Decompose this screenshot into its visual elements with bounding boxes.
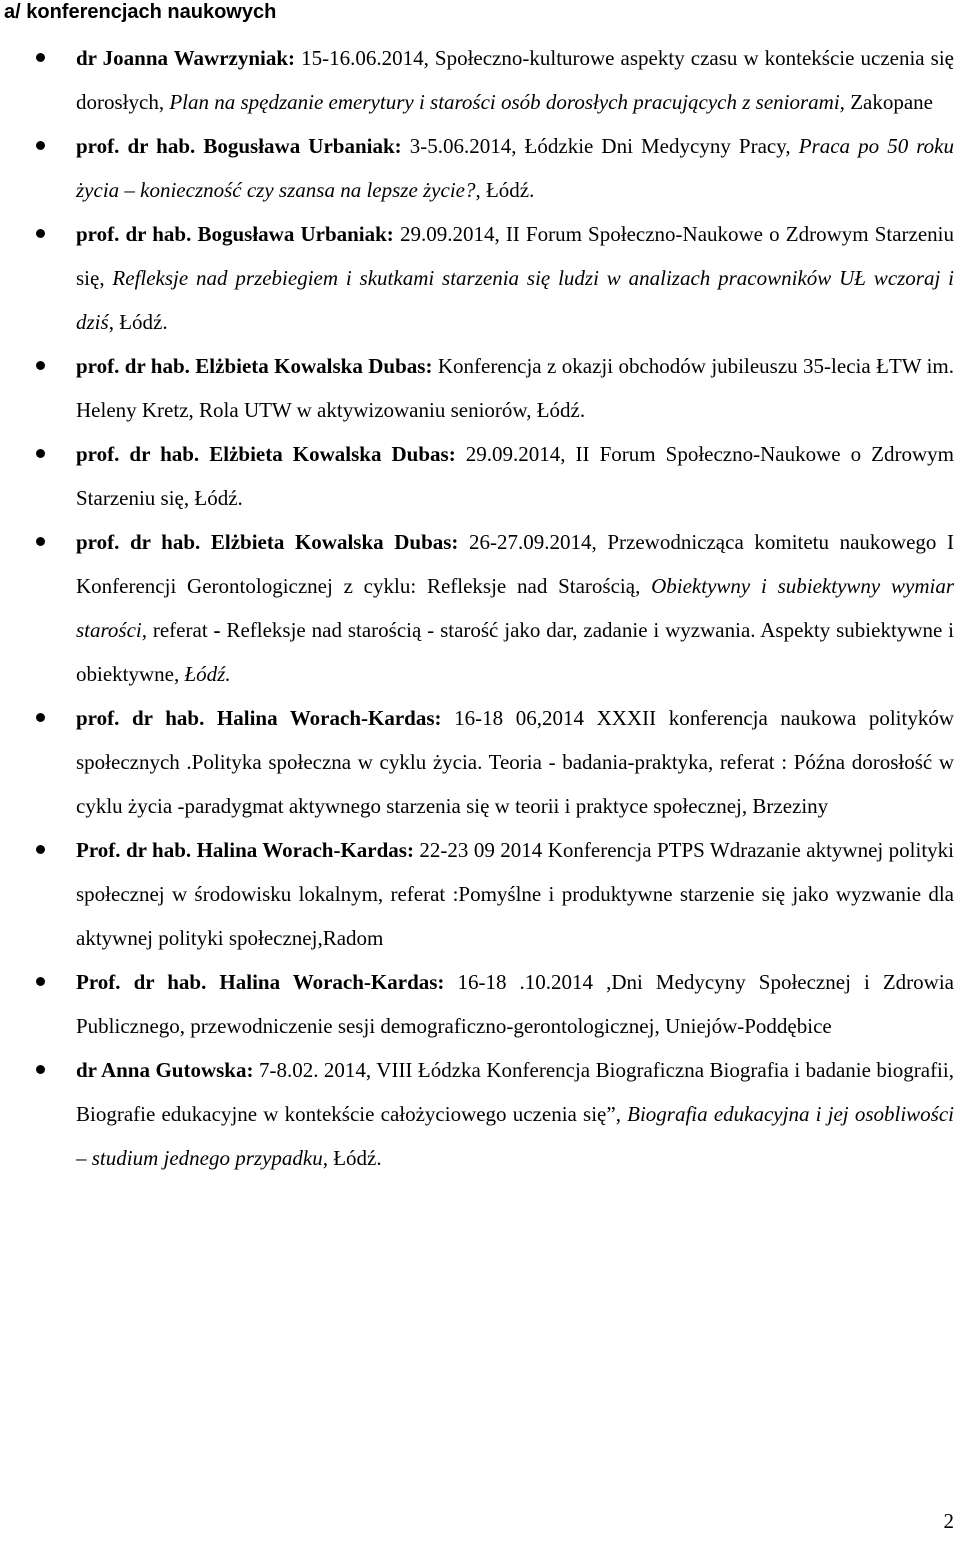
list-item — [0, 828, 960, 960]
list-item — [0, 344, 960, 432]
item-text-part: Łódź. — [327, 1146, 382, 1170]
item-text-part: Konferencja z okazji obchodów jubileuszu 35-lecia ŁTW im. Heleny Kretz, Rola UTW w aktywizowaniu seniorów, Łódź. — [76, 354, 954, 422]
item-text-part: Refleksje nad przebiegiem i skutkami starzenia się ludzi w analizach pracowników UŁ wczoraj i dziś — [76, 266, 954, 334]
item-text-part: 7-8.02. 2014, VIII Łódzka Konferencja Biograficzna Biografia i badanie biografii, Biografie edukacyjne w kontekście całożyciowego uczenia się”, — [76, 1058, 954, 1126]
list-item — [0, 520, 960, 696]
item-text-part: Łódź. — [184, 662, 231, 686]
item-text-part: Biografia edukacyjna i jej osobliwości – studium jednego przypadku, — [76, 1102, 954, 1170]
item-text-part: prof. dr hab. Bogusława Urbaniak: — [76, 222, 400, 246]
item-text-part: 29.09.2014, II Forum Społeczno-Naukowe o Zdrowym Starzeniu się, Łódź. — [76, 442, 954, 510]
conference-list — [0, 36, 960, 1180]
bullet-icon — [36, 713, 45, 722]
item-text-part: Prof. dr hab. Halina Worach-Kardas: — [76, 838, 420, 862]
item-text-part: Prof. dr hab. Halina Worach-Kardas: — [76, 970, 458, 994]
list-item — [0, 36, 960, 124]
list-item — [0, 696, 960, 828]
list-item — [0, 212, 960, 344]
item-text-part: dr Anna Gutowska: — [76, 1058, 259, 1082]
list-item — [0, 432, 960, 520]
item-text-part: prof. dr hab. Halina Worach-Kardas: — [76, 706, 455, 730]
bullet-icon — [36, 229, 45, 238]
item-text-part: Zakopane — [850, 90, 933, 114]
bullet-icon — [36, 977, 45, 986]
section-heading: a/ konferencjach naukowych — [4, 1, 277, 23]
item-text-part: prof. dr hab. Elżbieta Kowalska Dubas: — [76, 354, 438, 378]
item-text-part: Praca po 50 roku życia – konieczność czy szansa na lepsze życie? — [76, 134, 954, 202]
bullet-icon — [36, 449, 45, 458]
bullet-icon — [36, 361, 45, 370]
list-item — [0, 960, 960, 1048]
list-item — [0, 1048, 960, 1180]
item-text-part: 16-18 .10.2014 ,Dni Medycyny Społecznej i Zdrowia Publicznego, przewodniczenie sesji demograficzno-gerontologicznej, Uniejów-Poddębice — [76, 970, 954, 1038]
item-text-part: dr Joanna Wawrzyniak: — [76, 46, 302, 70]
list-item — [0, 124, 960, 212]
item-text-part: prof. dr hab. Elżbieta Kowalska Dubas: — [76, 442, 466, 466]
item-text-part: 26-27.09.2014, Przewodnicząca komitetu naukowego I Konferencji Gerontologicznej z cyklu: Refleksje nad Starością, — [76, 530, 954, 598]
item-text-part: Refleksje nad starością - starość jako dar, zadanie i wyzwania. Aspekty subiektywne i obiektywne, — [76, 618, 954, 686]
bullet-icon — [36, 53, 45, 62]
item-text-part: 15-16.06.2014, Społeczno-kulturowe aspekty czasu w kontekście uczenia się dorosłych, — [76, 46, 955, 114]
bullet-icon — [36, 141, 45, 150]
item-text-part: , Łódź. — [108, 310, 168, 334]
page-number: 2 — [943, 1509, 954, 1533]
item-text-part: 16-18 06,2014 XXXII konferencja naukowa polityków społecznych .Polityka społeczna w cyklu życia. Teoria - badania-praktyka, referat : Późna dorosłość w cyklu życia -paradygmat aktywnego starzenia się w teorii i praktyce społecznej, Brzeziny — [76, 706, 954, 818]
item-text-part: , Łódź. — [475, 178, 535, 202]
bullet-icon — [36, 537, 45, 546]
item-text-part: - — [213, 618, 221, 642]
item-text-part: Obiektywny i subiektywny wymiar starości, — [76, 574, 955, 642]
bullet-icon — [36, 1065, 45, 1074]
item-text-part: 29.09.2014, II Forum Społeczno-Naukowe o Zdrowym Starzeniu się, — [76, 222, 954, 290]
item-text-part: prof. dr hab. Elżbieta Kowalska Dubas: — [76, 530, 470, 554]
item-text-part: referat — [146, 618, 214, 642]
item-text-part: Plan na spędzanie emerytury i starości osób dorosłych pracujących z seniorami, — [169, 90, 851, 114]
bullet-icon — [36, 845, 45, 854]
item-text-part: 22-23 09 2014 Konferencja PTPS Wdrazanie aktywnej polityki społecznej w środowisku lokalnym, referat :Pomyślne i produktywne starzenie się jako wyzwanie dla aktywnej polityki społecznej,Radom — [76, 838, 955, 950]
item-text-part: 3-5.06.2014, Łódzkie Dni Medycyny Pracy, — [409, 134, 799, 158]
item-text-part: prof. dr hab. Bogusława Urbaniak: — [76, 134, 410, 158]
